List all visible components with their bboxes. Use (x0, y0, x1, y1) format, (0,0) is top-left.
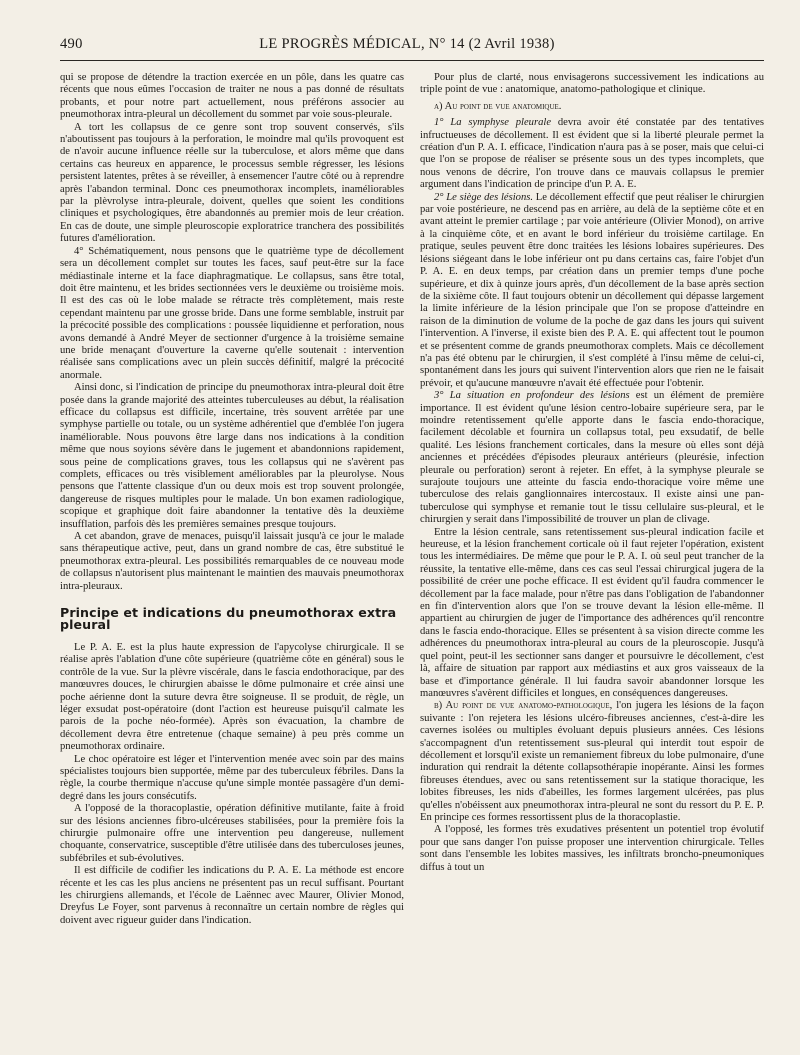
running-header (50, 36, 764, 58)
right-column (420, 72, 764, 1052)
paragraph: Ainsi donc, si l'indication de principe du pneumothorax intra-pleural doit être posée dans la grande majorité des atteintes tuberculeuses au début, la réalisation efficace du collapsus est difficile, incertaine, très souvent arrêtée par une symphyse partielle ou totale, ou un système adhérentiel que d'emblée l'on jugera inaméliorable. Nous pouvons être large dans nos indications à la condition même que nous soyions sévère dans le jugement et abandonnions rapidement, sous peine de complications graves, tous les collapsus qui ne s'avèrent pas complets, efficaces ou très visiblement améliorables par la pleurolyse. Nous pensons que l'attente classique d'un ou deux mois est trop souvent prolongée, dangereuse de risques multiples pour le malade. Un bon examen radiologique, scopique et graphique doit faire abandonner la tentative dès la deuxième insufflation, parfois dès les premières semaines presque toujours. (60, 382, 404, 530)
paragraph: Le P. A. E. est la plus haute expression de l'apycolyse chirurgicale. Il se réalise après l'ablation d'une côte supérieure (quatrième côte en général) sous le contrôle de la vue. Sur la plèvre viscérale, dans le fascia endothoracique, par des manœuvres douces, le chirurgien abaisse le dôme pulmonaire et crée ainsi une poche aérienne dont la suture devra être soigneuse. Il se produit, de règle, un léger exsudat post-opératoire (dont l'action est heureuse puisqu'il calmate les parois de la poche néo-formée). Après son évacuation, la chambre de décollement devra être entretenue (chaque semaine) à peu près comme un pneumothorax ordinaire. (60, 641, 404, 753)
paragraph-lead: 2° Le siège des lésions. (434, 191, 534, 203)
paragraph-text: l'on jugera les lésions de la façon suivante : l'on rejetera les lésions ulcéro-fibreuses anciennes, c'est-à-dire les cavernes isolées ou multiples évoluant depuis plusieurs années. Ces lésions s'accompagnent d'un retentissement sus-pleural qui interdit tout espoir de décollement et lorsqu'il existe un remaniement fibreux du lobe pulmonaire, d'une induration qui rendrait la détente collapsothérapie inopérante. Ainsi les formes fibreuses étendues, avec ou sans retentissement sur la statique thoracique, les lobites fibreuses, les nids d'abeilles, les formes largement ulcérées, pas plus qu'elles n'obéissent aux pneumothorax intra-pleural ne sont du ressort du P. E. P. En principe ces formes ressortissent plus de la thoracoplastie. (420, 700, 764, 823)
left-column (60, 72, 404, 1052)
paragraph-lead: 3° La situation en profondeur des lésions (434, 390, 630, 402)
paragraph: Il est difficile de codifier les indications du P. A. E. La méthode est encore récente et les cas les plus anciens ne présentent pas un recul suffisant. Pourtant les chirurgiens allemands, et l'école de Laënnec avec Maurer, Olivier Monod, Dreyfus Le Foyer, sont parvenus à reconnaître un certain nombre de règles qui doivent avec rigueur guider dans l'indication. (60, 865, 404, 926)
paragraph: Le choc opératoire est léger et l'intervention menée avec soin par des mains spécialistes toujours bien supportée, même par des tuberculeux fébriles. Dans la règle, la courbe thermique n'accuse qu'une simple montée passagère d'un demi-degré dans les jours consécutifs. (60, 753, 404, 802)
header-rule (60, 60, 764, 61)
paragraph (420, 390, 764, 526)
page-number: 490 (60, 36, 83, 52)
journal-title: LE PROGRÈS MÉDICAL, N° 14 (2 Avril 1938) (259, 36, 555, 52)
paragraph: 4° Schématiquement, nous pensons que le quatrième type de décollement sera un décollement complet sur toutes les faces, sauf peut-être sur la face médiastinale interne et la face diaphragmatique. Le collapsus, sans être total, doit être maintenu, et les brides sectionnées vers le deuxième ou troisième mois. Il est des cas où le lobe malade se rétracte très complètement, mais reste cependant maintenu par une grosse bride. Dans une forme semblable, instruit par la précocité possible des complications : poussée liquidienne et perforation, nous avons demandé à André Meyer de sectionner d'urgence à la troisième semaine une bride menaçant d'ouverture la caverne qu'elle soutenait : intervention réalisée sans complications avec un plein succès définitif, malgré la précocité anormale. (60, 245, 404, 381)
paragraph: qui se propose de détendre la traction exercée en un pôle, dans les quatre cas récents que nous eûmes l'occasion de traiter ne nous a pas donné de résultats probants, et pour notre part actuellement, nous préférons associer au pneumothorax intra-pleural un décollement du sommet par voie sous-pleurale. (60, 72, 404, 121)
paragraph-lead: 1° La symphyse pleurale (434, 117, 552, 129)
paragraph-text: est un élément de première importance. Il est évident qu'une lésion centro-lobaire supérieure sera, par le moindre retentissement qu'elle apporte dans le fascia endo-thoracique, facilement décolable et fournira un collapsus total, peu exsudatif, de belle qualité. Les lésions franchement corticales, dans la mesure où elles sont déjà anciennes et précédées d'épisodes pleuraux antérieurs (pleurésie, infection pleurale ou perforation) seront à rejeter. En effet, à la symphyse pleurale se surajoute toujours une atteinte du fascia endo-thoracique voire même une tuberculose des relais ganglionnaires intercostaux. Il existe ainsi une pan-tuberculose qui symphyse et remanie tout le tissu cellulaire sus-pleural, et le chirurgien y serait dans l'impossibilité de trouver un plan de clivage. (420, 390, 764, 526)
paragraph: A l'opposé, les formes très exudatives présentent un potentiel trop évolutif pour que sans danger l'on puisse proposer une intervention chirurgicale. Telles sont dans l'ensemble les lobites massives, les infiltrats broncho-pneumoniques diffus à tout un (420, 824, 764, 873)
paragraph: Entre la lésion centrale, sans retentissement sus-pleural indication facile et heureuse, et la lésion franchement corticale où il faut rejeter l'opération, existent tous les intermédiaires. De même que pour le P. A. I. où seul peut trancher de la réussite, la tentative elle-même, dans ces cas seul l'essai chirurgical jugera de la possibilité de créer une poche efficace. Il est évident qu'il faudra commencer le décollement par la face malade, pour n'être pas dans l'obligation de l'abandonner en fin d'intervention alors que l'on se trouve devant la lésion elle-même. Il appartient au chirurgien de juger de l'importance des adhérences qu'il rencontre dans le fascia endo-thoracique. Elles se présentent à sa vision directe comme les adhérences du pneumothorax intra-pleural au cours de la pleuroscopie. Jusqu'à quel point, peut-il les sectionner sans danger et poursuivre le décollement, c'est là, affaire de situation par rapport aux médiastins et aux gros vaisseaux de la base et d'importance générale. Il lui faudra savoir abandonner lorsque les manœuvres s'avèrent difficiles et longues, en conséquences dangereuses. (420, 526, 764, 699)
paragraph-text: devra avoir été constatée par des tentatives infructueuses de décollement. Il est évident que si la liberté pleurale permet la création d'un P. A. I. efficace, l'indication n'aura pas à se poser, mais que celui-ci que l'on se propose de réaliser se présente sous un des types incomplets, que nous venons de décrire, l'on trouve dans ce mauvais collapsus le premier argument dans l'indication de principe d'un P. A. E. (420, 117, 764, 191)
paragraph: A tort les collapsus de ce genre sont trop souvent conservés, s'ils n'aboutissent pas toujours à la perforation, le moindre mal qu'ils provoquent est de n'avoir aucune influence réelle sur la tuberculose, et alors même que dans certains cas heureux en apparence, le processus semble régresser, les lésions persistent latentes, prêtes à se réveiller, à ensemencer l'autre côté ou à reprendre après l'abandon terminal. Donc ces pneumothorax incomplets, inaméliorables par la plèvrolyse intra-pleurale, doivent, quelles que soient les conditions cliniques et psychologiques, être abandonnés au premier mois de leur création. En cas de doute, une simple pleuroscopie exploratrice tranchera des possibilités futures d'amélioration. (60, 121, 404, 245)
paragraph (420, 192, 764, 391)
paragraph: A cet abandon, grave de menaces, puisqu'il laissait jusqu'à ce jour le malade sans thérapeutique active, peut, dans un grand nombre de cas, être substitué le pneumothorax extra-pleural. Les possibilités remarquables de ce nouveau mode de collapsus n'autorisent plus maintenant le maintien des mauvais pneumothorax intra-pleuraux. (60, 531, 404, 592)
paragraph-text: Le décollement effectif que peut réaliser le chirurgien par voie postérieure, ne descend pas en arrière, au delà de la septième côte et en avant atteint le premier cartilage ; par voie antérieure (Olivier Monod), on arrive à la cinquième côte, et en avant le bord inférieur du troisième cartilage. En pratique, seules peuvent être donc traitées les lésions lobaires supérieures. Des lésions siégeant dans le lobe inférieur ont pu dans certains cas, faire l'objet d'un P. A. E. en deux temps, par création dans un premier temps d'une poche supérieure, et dix à quinze jours après, d'un décollement de la base après section de la sixième côte. Il faut toujours obtenir un décollement qui dépasse largement la limite inférieure de la lésion principale que l'on se propose d'atteindre en raison de la diminution de volume de la poche de gaz dans les jours qui suivent l'intervention. A l'inverse, il existe bien des P. A. E. qui affectent tout le poumon et se présentent comme de grands pneumothorax complets. Mais ce décollement n'a pas été obtenu par le chirurgien, il s'est complété à l'insu même de celui-ci, spontanément dans les jours qui suivent l'intervention alors que rien ne le faisait prévoir, et qu'aucune manœuvre n'avait été effectuée pour l'obtenir. (420, 191, 764, 389)
paragraph (420, 117, 764, 191)
subsection-label-anatomical: a) Au point de vue anatomique. (434, 100, 562, 112)
paragraph (420, 700, 764, 824)
section-heading: Principe et indications du pneumothorax extra pleural (60, 605, 397, 633)
paragraph: A l'opposé de la thoracoplastie, opération définitive mutilante, faite à froid sur des lésions anciennes fibro-ulcéreuses stabilisées, pour la première fois la chirurgie pulmonaire offre une intervention peu dangereuse, nullement choquante, conservatrice, susceptible d'être utilisée dans des tuberculoses jeunes, subfébriles et sub-évolutives. (60, 803, 404, 864)
paragraph: Pour plus de clarté, nous envisagerons successivement les indications au triple point de vue : anatomique, anatomo-pathologique et clinique. (420, 72, 764, 96)
subsection-label-pathological: b) Au point de vue anatomo-pathologique, (434, 700, 613, 712)
